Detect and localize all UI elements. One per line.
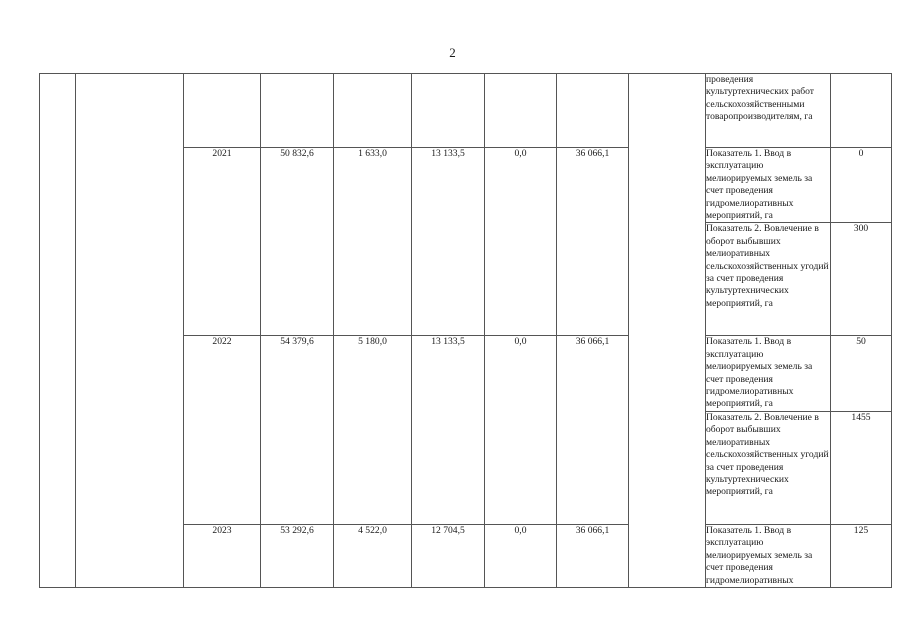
other-cell: 36 066,1 bbox=[557, 148, 629, 336]
local-cell: 0,0 bbox=[485, 148, 557, 336]
indicator-value-cell: 0 bbox=[831, 148, 892, 223]
indicator-cell: проведения культуртехнических работ сельскохозяйственными товаропроизводителям, га bbox=[706, 74, 831, 148]
federal-cell bbox=[334, 74, 412, 148]
regional-cell: 13 133,5 bbox=[412, 336, 485, 524]
other-cell bbox=[557, 74, 629, 148]
program-table bbox=[39, 73, 892, 588]
local-cell: 0,0 bbox=[485, 336, 557, 524]
indicator-cell: Показатель 1. Ввод в эксплуатацию мелиорируемых земель за счет проведения гидромелиоративных bbox=[706, 524, 831, 587]
indicator-value-cell: 125 bbox=[831, 524, 892, 587]
local-cell bbox=[485, 74, 557, 148]
col-name-cell bbox=[76, 74, 184, 588]
year-cell: 2021 bbox=[184, 148, 261, 336]
federal-cell: 4 522,0 bbox=[334, 524, 412, 587]
indicator-cell: Показатель 2. Вовлечение в оборот выбывших мелиоративных сельскохозяйственных угодий за счет проведения культуртехнических мероприятий, га bbox=[706, 223, 831, 336]
table-row-continuation bbox=[40, 74, 892, 148]
col-number-cell bbox=[40, 74, 76, 588]
page-number: 2 bbox=[449, 45, 456, 60]
year-cell: 2023 bbox=[184, 524, 261, 587]
total-cell: 53 292,6 bbox=[261, 524, 334, 587]
year-cell: 2022 bbox=[184, 336, 261, 524]
indicator-value-cell: 50 bbox=[831, 336, 892, 411]
indicator-value-cell: 1455 bbox=[831, 411, 892, 524]
other-cell: 36 066,1 bbox=[557, 336, 629, 524]
regional-cell: 12 704,5 bbox=[412, 524, 485, 587]
federal-cell: 5 180,0 bbox=[334, 336, 412, 524]
indicator-cell: Показатель 1. Ввод в эксплуатацию мелиорируемых земель за счет проведения гидромелиоративных мероприятий, га bbox=[706, 336, 831, 411]
col-executor-cell bbox=[629, 74, 706, 588]
other-cell: 36 066,1 bbox=[557, 524, 629, 587]
year-cell bbox=[184, 74, 261, 148]
indicator-cell: Показатель 1. Ввод в эксплуатацию мелиорируемых земель за счет проведения гидромелиоративных мероприятий, га bbox=[706, 148, 831, 223]
local-cell: 0,0 bbox=[485, 524, 557, 587]
regional-cell: 13 133,5 bbox=[412, 148, 485, 336]
total-cell: 54 379,6 bbox=[261, 336, 334, 524]
total-cell: 50 832,6 bbox=[261, 148, 334, 336]
total-cell bbox=[261, 74, 334, 148]
federal-cell: 1 633,0 bbox=[334, 148, 412, 336]
regional-cell bbox=[412, 74, 485, 148]
indicator-value-cell: 300 bbox=[831, 223, 892, 336]
indicator-value-cell bbox=[831, 74, 892, 148]
indicator-cell: Показатель 2. Вовлечение в оборот выбывших мелиоративных сельскохозяйственных угодий за счет проведения культуртехнических мероприятий, га bbox=[706, 411, 831, 524]
